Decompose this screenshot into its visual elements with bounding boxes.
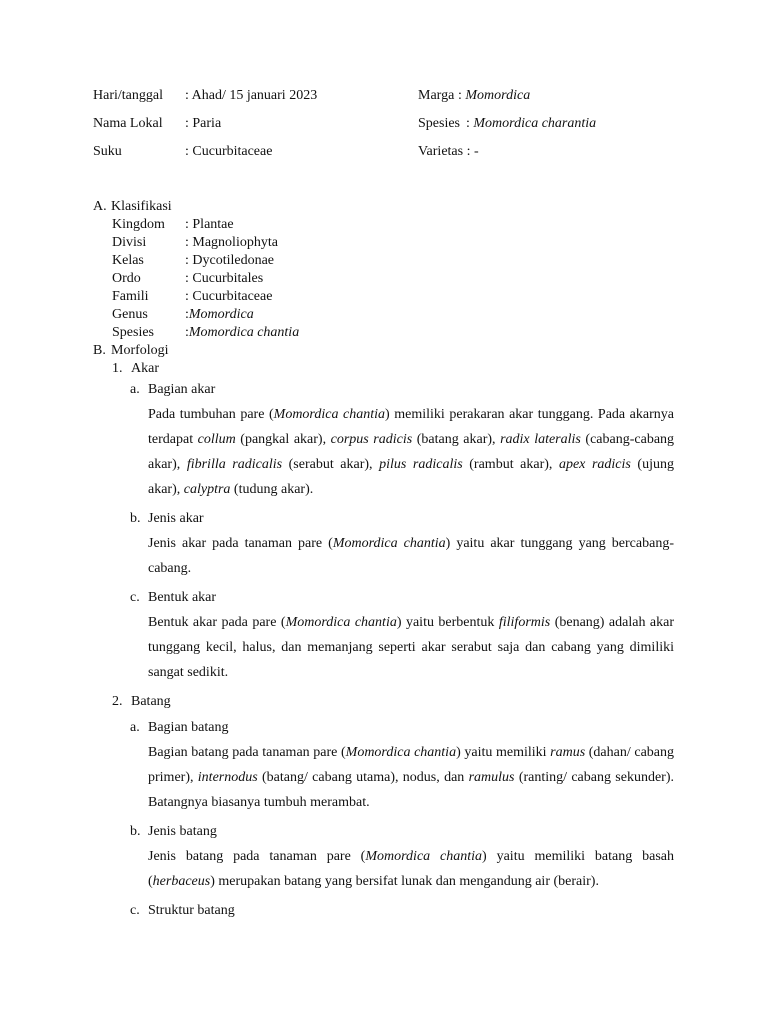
section-letter: A.	[93, 199, 107, 214]
text-run: (batang akar),	[412, 432, 501, 447]
klasifikasi-value: Momordica chantia	[188, 325, 300, 340]
klasifikasi-sep: :	[185, 307, 189, 322]
text-run: Jenis akar pada tanaman pare (	[148, 536, 333, 551]
text-run: (ranting/ cabang sekunder). Batangnya biasanya tumbuh merambat.	[148, 770, 674, 810]
italic-term: apex radicis	[558, 457, 631, 472]
section-title: Morfologi	[111, 343, 169, 358]
text-run: ) yaitu memiliki batang basah (	[148, 849, 674, 889]
klasifikasi-row	[93, 216, 683, 234]
item-letter: b.	[130, 824, 141, 839]
subsection-akar-heading	[93, 360, 683, 378]
text-run: (batang/ cabang utama), nodus, dan	[257, 770, 469, 785]
text-run: ) yaitu berbentuk	[396, 615, 499, 630]
text-run: (dahan/ cabang primer),	[148, 745, 675, 785]
item-title: Struktur batang	[148, 903, 235, 918]
klasifikasi-row	[93, 324, 683, 342]
item-bagian-akar-heading	[93, 381, 683, 399]
section-morfologi-heading	[93, 342, 683, 360]
klasifikasi-value: : Cucurbitales	[185, 271, 264, 286]
italic-term: internodus	[197, 770, 258, 785]
paragraph-jenis-batang	[93, 844, 674, 894]
paragraph-bentuk-akar	[93, 610, 674, 685]
section-title: Klasifikasi	[111, 199, 172, 214]
italic-term: herbaceus	[152, 874, 211, 889]
item-bagian-batang-heading	[93, 719, 683, 737]
klasifikasi-value: : Plantae	[185, 217, 234, 232]
text-run: (ujung akar),	[148, 457, 674, 497]
item-letter: c.	[130, 903, 140, 918]
italic-term: Momordica chantia	[345, 745, 457, 760]
nama-value: : Paria	[185, 116, 222, 131]
suku-label: Suku	[93, 144, 122, 159]
spesies-label: Spesies	[418, 116, 460, 131]
spesies-sep: :	[466, 116, 474, 131]
italic-term: corpus radicis	[330, 432, 413, 447]
klasifikasi-list	[93, 216, 683, 342]
klasifikasi-key: Ordo	[112, 271, 141, 286]
paragraph-bagian-akar	[93, 402, 674, 502]
section-klasifikasi-heading	[93, 198, 683, 216]
hari-label: Hari/tanggal	[93, 88, 163, 103]
italic-term: collum	[197, 432, 236, 447]
nama-label: Nama Lokal	[93, 116, 163, 131]
header-row-3	[93, 142, 733, 170]
spesies-field	[418, 114, 733, 142]
klasifikasi-row	[93, 306, 683, 324]
text-run: (pangkal akar),	[235, 432, 331, 447]
klasifikasi-key: Divisi	[112, 235, 147, 250]
italic-term: pilus radicalis	[379, 457, 463, 472]
subsection-batang-heading	[93, 693, 683, 711]
klasifikasi-value: : Dycotiledonae	[185, 253, 275, 268]
header-row-1	[93, 86, 733, 114]
text-run: Jenis batang pada tanaman pare (	[148, 849, 366, 864]
klasifikasi-sep: :	[185, 325, 189, 340]
item-letter: c.	[130, 590, 140, 605]
text-run: Bentuk akar pada pare (	[148, 615, 286, 630]
item-jenis-batang-heading	[93, 823, 683, 841]
item-title: Bagian batang	[148, 720, 229, 735]
item-letter: b.	[130, 511, 141, 526]
text-run: ) merupakan batang yang bersifat lunak dan mengandung air (berair).	[210, 874, 599, 889]
klasifikasi-key: Spesies	[112, 325, 154, 340]
marga-sep: :	[458, 88, 466, 103]
item-letter: a.	[130, 720, 140, 735]
paragraph-jenis-akar	[93, 531, 674, 581]
subsection-title: Batang	[131, 694, 171, 709]
klasifikasi-value: : Magnoliophyta	[185, 235, 278, 250]
marga-value: Momordica	[465, 88, 531, 103]
text-run: (tudung akar).	[230, 482, 314, 497]
suku-value: : Cucurbitaceae	[185, 144, 273, 159]
subsection-number: 2.	[112, 694, 123, 709]
item-title: Jenis akar	[148, 511, 204, 526]
text-run: ) memiliki perakaran akar tunggang. Pada akarnya terdapat	[148, 407, 674, 447]
italic-term: radix lateralis	[500, 432, 581, 447]
italic-term: ramus	[550, 745, 586, 760]
italic-term: Momordica chantia	[365, 849, 483, 864]
klasifikasi-key: Kingdom	[112, 217, 165, 232]
item-letter: a.	[130, 382, 140, 397]
item-title: Jenis batang	[148, 824, 217, 839]
italic-term: filiformis	[498, 615, 551, 630]
text-run: (cabang-cabang akar),	[148, 432, 675, 472]
varietas-field: Varietas : -	[418, 144, 479, 159]
klasifikasi-key: Kelas	[112, 253, 144, 268]
marga-field	[418, 86, 733, 114]
text-run: (serabut akar),	[282, 457, 380, 472]
subsection-title: Akar	[131, 361, 159, 376]
klasifikasi-key: Famili	[112, 289, 149, 304]
klasifikasi-row	[93, 270, 683, 288]
italic-term: fibrilla radicalis	[186, 457, 283, 472]
text-run: Pada tumbuhan pare (	[148, 407, 274, 422]
klasifikasi-row	[93, 234, 683, 252]
text-run: (rambut akar),	[462, 457, 559, 472]
paragraph-bagian-batang	[93, 740, 674, 815]
klasifikasi-row	[93, 288, 683, 306]
item-struktur-batang-heading	[93, 902, 683, 920]
text-run: Bagian batang pada tanaman pare (	[148, 745, 346, 760]
italic-term: ramulus	[468, 770, 515, 785]
italic-term: Momordica chantia	[285, 615, 397, 630]
item-jenis-akar-heading	[93, 510, 683, 528]
subsection-number: 1.	[112, 361, 123, 376]
section-letter: B.	[93, 343, 106, 358]
item-bentuk-akar-heading	[93, 589, 683, 607]
text-run: (benang) adalah akar tunggang kecil, halus, dan memanjang seperti akar serabut saja dan cabang yang dimiliki sangat sedikit.	[148, 615, 674, 680]
klasifikasi-value: : Cucurbitaceae	[185, 289, 273, 304]
item-title: Bagian akar	[148, 382, 216, 397]
document-body	[93, 198, 683, 920]
item-title: Bentuk akar	[148, 590, 217, 605]
italic-term: Momordica chantia	[332, 536, 446, 551]
klasifikasi-value: Momordica	[188, 307, 254, 322]
header-table	[93, 86, 733, 170]
text-run: ) yaitu memiliki	[456, 745, 551, 760]
spesies-value: Momordica charantia	[473, 116, 597, 131]
klasifikasi-row	[93, 252, 683, 270]
text-run: ) yaitu akar tunggang yang bercabang-cabang.	[148, 536, 674, 576]
hari-value: : Ahad/ 15 januari 2023	[185, 88, 318, 103]
header-row-2	[93, 114, 733, 142]
italic-term: calyptra	[183, 482, 231, 497]
marga-label: Marga	[418, 88, 455, 103]
klasifikasi-key: Genus	[112, 307, 148, 322]
italic-term: Momordica chantia	[273, 407, 386, 422]
